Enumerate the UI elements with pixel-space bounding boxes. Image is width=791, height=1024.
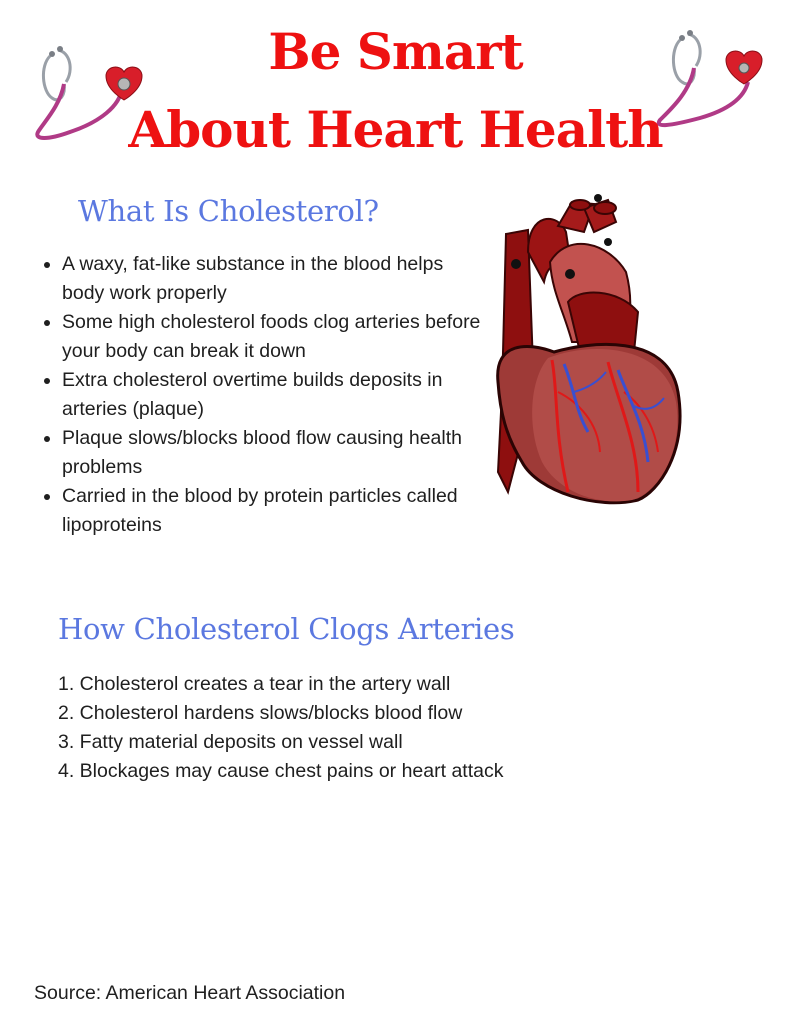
page-title-line2: About Heart Health <box>128 100 663 159</box>
section-heading-what-is-cholesterol: What Is Cholesterol? <box>78 194 379 228</box>
list-item: 2. Cholesterol hardens slows/blocks blood flow <box>58 702 463 724</box>
list-item: 1. Cholesterol creates a tear in the artery wall <box>58 673 451 695</box>
source-citation: Source: American Heart Association <box>34 982 346 1004</box>
list-item: • Some high cholesterol foods clog arteries before your body can break it down <box>62 308 482 366</box>
list-item: • A waxy, fat-like substance in the blood helps body work properly <box>62 250 482 308</box>
page-title-line1: Be Smart <box>268 22 523 81</box>
anatomical-heart-illustration <box>488 192 688 512</box>
clogging-steps-list <box>58 670 518 786</box>
list-item: 4. Blockages may cause chest pains or heart attack <box>58 760 504 782</box>
list-item: • Extra cholesterol overtime builds deposits in arteries (plaque) <box>62 366 482 424</box>
section-heading-how-cholesterol-clogs: How Cholesterol Clogs Arteries <box>58 612 515 646</box>
cholesterol-facts-list <box>40 250 482 540</box>
list-item: • Carried in the blood by protein particles called lipoproteins <box>62 482 482 540</box>
list-item: • Plaque slows/blocks blood flow causing health problems <box>62 424 482 482</box>
list-item: 3. Fatty material deposits on vessel wall <box>58 731 403 753</box>
